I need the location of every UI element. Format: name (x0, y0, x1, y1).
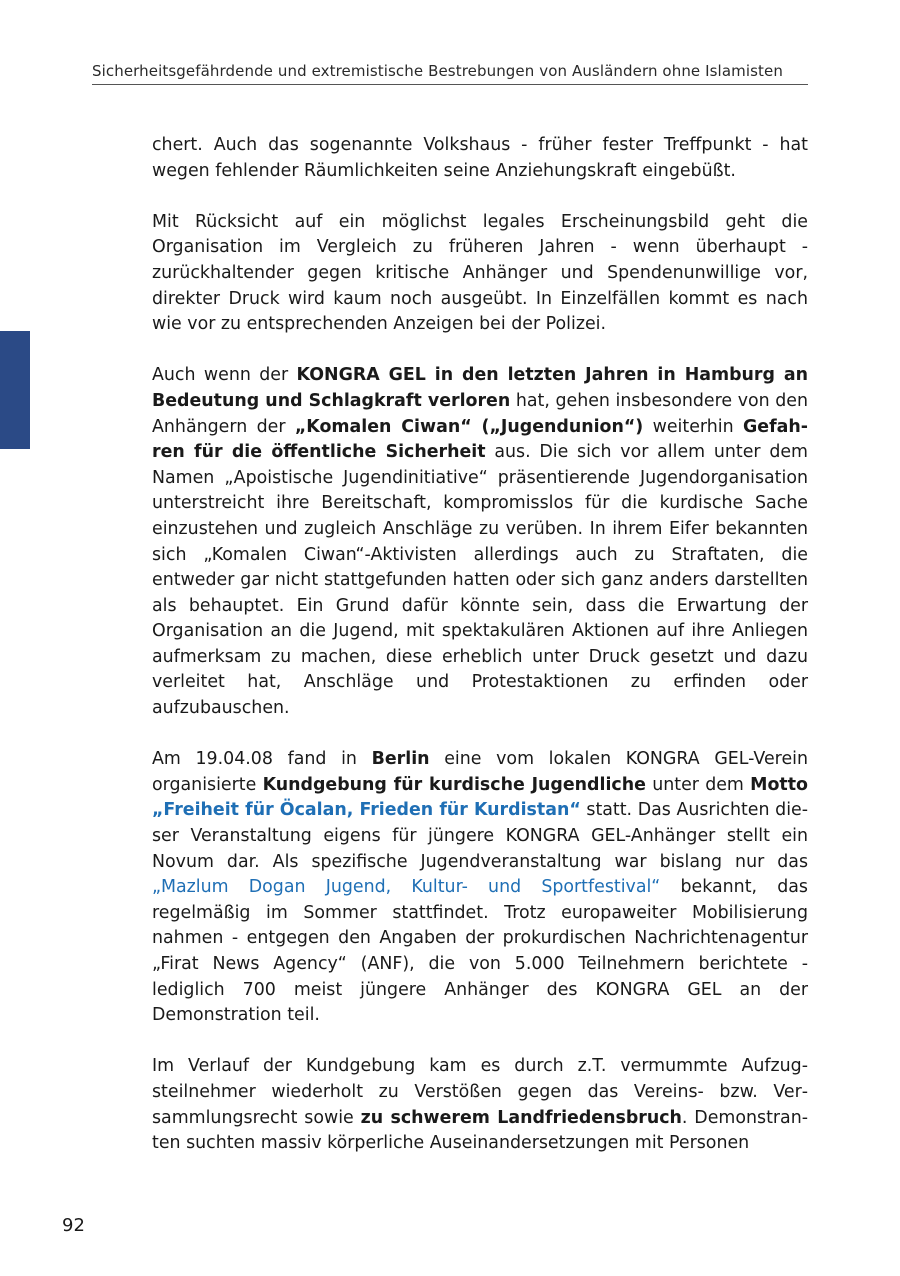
bold-text: „Komalen Ciwan“ („Jugendunion“) (294, 416, 644, 437)
body-text (152, 133, 808, 1182)
paragraph (152, 1054, 808, 1156)
paragraph (152, 747, 808, 1029)
page-number: 92 (62, 1215, 85, 1236)
header-rule (92, 84, 808, 85)
text-run: Auch wenn der (152, 365, 297, 386)
text-run: Am 19.04.08 fand in (152, 749, 372, 770)
chapter-tab-marker (0, 331, 30, 449)
text-run: eine vom lokalen KONGRA GEL-Verein organisierte (152, 749, 809, 795)
bold-text: Gefahren für die öffentliche Sicherheit (152, 416, 808, 463)
text-run: bekannt, das regelmäßig im Sommer stattfindet. Trotz europaweiter Mobilisierung nahmen - entgegen den Angaben der prokurdischen Nachrichtenagentur „Firat News Agency“ (ANF), die von 5.000 Teilnehmern berichtete - lediglich 700 meist jüngere Anhänger des KONGRA GEL an der Demonstration teil. (152, 877, 808, 1026)
bold-text: Berlin (371, 749, 430, 770)
highlighted-text: „Mazlum Dogan Jugend, Kultur- und Sportfestival“ (152, 877, 661, 898)
running-header: Sicherheitsgefährdende und extremistische Bestrebungen von Ausländern ohne Islamisten (92, 62, 783, 80)
text-run: chert. Auch das sogenannte Volkshaus - früher fester Treffpunkt - hat wegen fehlender Räumlichkeiten seine Anziehungskraft eingebüßt. (152, 135, 808, 181)
bold-text: zu schwerem Landfriedensbruch (360, 1107, 682, 1128)
paragraph (152, 363, 808, 721)
text-run: Mit Rücksicht auf ein möglichst legales Erscheinungsbild geht die Organisation im Vergleich zu früheren Jahren - wenn überhaupt - zurückhaltender gegen kritische Anhänger und Spendenunwillige vor, direkter Druck wird kaum noch ausgeübt. In Einzelfällen kommt es nach wie vor zu entsprechenden Anzeigen bei der Polizei. (152, 211, 808, 335)
text-run: . Demonstranten suchten massiv körperliche Auseinandersetzungen mit Personen (152, 1107, 808, 1154)
text-run: hat, gehen insbesondere von den Anhängern der (152, 390, 808, 437)
text-run: aus. Die sich vor allem unter dem Namen „Apoistische Jugendinitiative“ präsentierende Jugendorganisation unterstreicht ihre Bereitschaft, kompromisslos für die kurdische Sache einzustehen und zugleich Anschläge zu verüben. In ihrem Eifer bekannten sich „Komalen Ciwan“-Aktivisten allerdings auch zu Straftaten, die entweder gar nicht stattgefunden hatten oder sich ganz anders darstellten als behauptet. Ein Grund dafür könnte sein, dass die Erwartung der Organisation an die Jugend, mit spektakulären Aktionen auf ihre Anliegen aufmerksam zu machen, diese erheblich unter Druck gesetzt und dazu verleitet hat, Anschläge und Protestaktionen zu erfinden oder aufzubauschen. (152, 442, 808, 719)
text-run: Im Verlauf der Kundgebung kam es durch z.T. vermummte Aufzugsteilnehmer wiederholt zu Verstößen gegen das Vereins- bzw. Versammlungsrecht sowie (152, 1056, 808, 1128)
text-run: unter dem (645, 774, 751, 795)
text-run: weiterhin (643, 416, 744, 437)
text-run: statt. Das Ausrichten dieser Veranstaltung eigens für jüngere KONGRA GEL-Anhänger stellt ein Novum dar. Als spezifische Jugendveranstaltung war bislang nur das (152, 800, 809, 872)
bold-text: Motto (750, 774, 808, 795)
paragraph (152, 133, 808, 184)
bold-text: KONGRA GEL in den letzten Jahren in Hamburg an Bedeutung und Schlagkraft verloren (152, 365, 808, 411)
paragraph (152, 210, 808, 338)
bold-text: Kundgebung für kurdische Jugendliche (262, 774, 646, 795)
highlighted-text: „Freiheit für Öcalan, Frieden für Kurdistan“ (152, 800, 581, 821)
